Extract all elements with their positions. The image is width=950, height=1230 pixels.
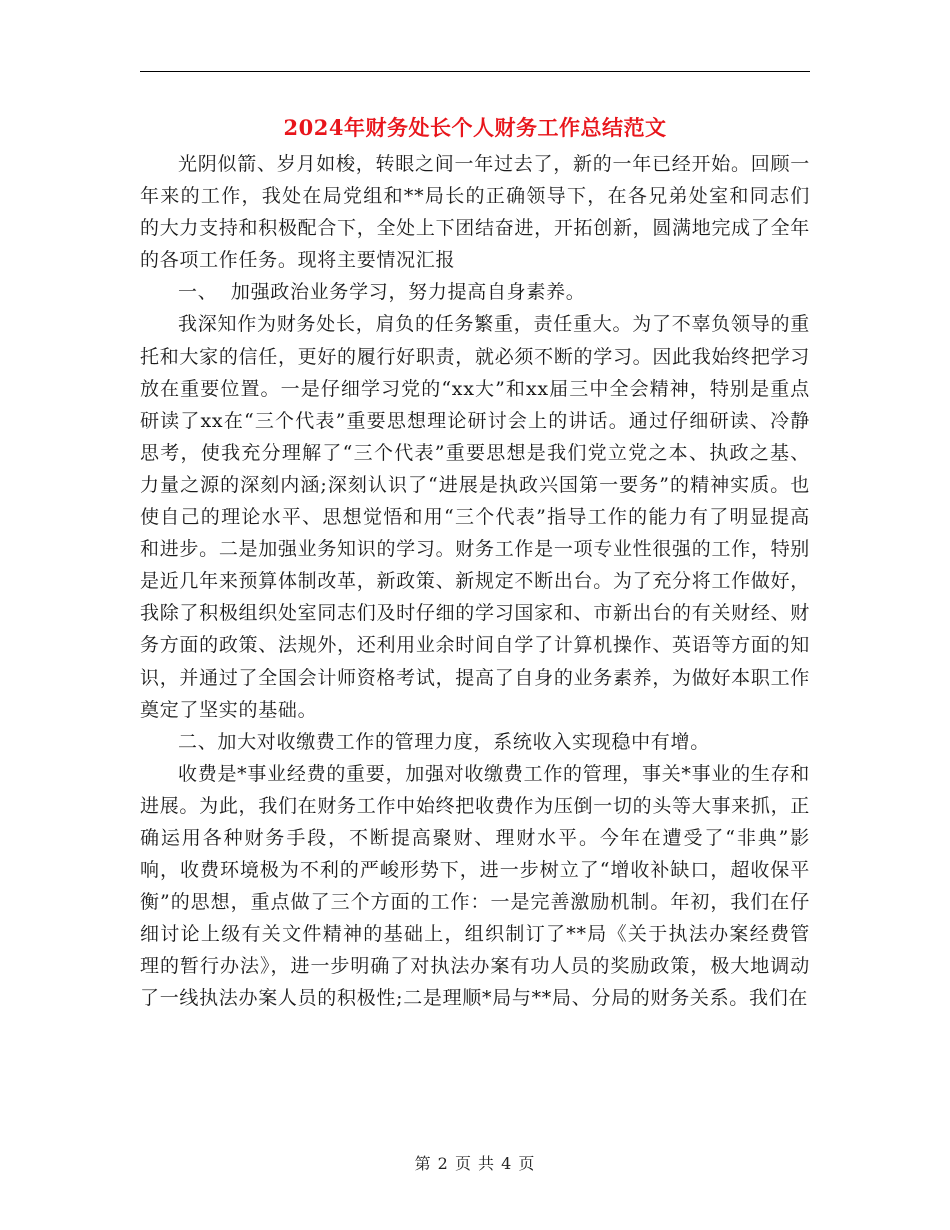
section-heading-1: 一、 加强政治业务学习，努力提高自身素养。 — [178, 281, 586, 304]
document-title: 2024年财务处长个人财务工作总结范文 — [283, 115, 667, 140]
header-rule — [140, 71, 810, 72]
section-heading-2: 二、加大对收缴费工作的管理力度，系统收入实现稳中有增。 — [178, 730, 710, 753]
document-body — [140, 148, 810, 1015]
paragraph-intro: 光阴似箭、岁月如梭，转眼之间一年过去了，新的一年已经开始。回顾一年来的工作，我处在局党组和**局长的正确领导下，在各兄弟处室和同志们的大力支持和积极配合下，全处上下团结奋进，开拓创新，圆满地完成了全年的各项工作任务。现将主要情况汇报 — [140, 153, 810, 272]
paragraph-section-2: 收费是*事业经费的重要，加强对收缴费工作的管理，事关*事业的生存和进展。为此，我们在财务工作中始终把收费作为压倒一切的头等大事来抓，正确运用各种财务手段，不断提高聚财、理财水平。今年在遭受了“非典”影响，收费环境极为不利的严峻形势下，进一步树立了“增收补缺口，超收保平衡”的思想，重点做了三个方面的工作：一是完善激励机制。年初，我们在仔细讨论上级有关文件精神的基础上，组织制订了**局《关于执法办案经费管理的暂行办法》，进一步明确了对执法办案有功人员的奖励政策，极大地调动了一线执法办案人员的积极性;二是理顺*局与**局、分局的财务关系。我们在 — [140, 762, 810, 1010]
paragraph-section-1: 我深知作为财务处长，肩负的任务繁重，责任重大。为了不辜负领导的重托和大家的信任，更好的履行好职责，就必须不断的学习。因此我始终把学习放在重要位置。一是仔细学习党的“xx大”和xx届三中全会精神，特别是重点研读了xx在“三个代表”重要思想理论研讨会上的讲话。通过仔细研读、冷静思考，使我充分理解了“三个代表”重要思想是我们党立党之本、执政之基、力量之源的深刻内涵;深刻认识了“进展是执政兴国第一要务”的精神实质。也使自己的理论水平、思想觉悟和用“三个代表”指导工作的能力有了明显提高和进步。二是加强业务知识的学习。财务工作是一项专业性很强的工作，特别是近几年来预算体制改革，新政策、新规定不断出台。为了充分将工作做好，我除了积极组织处室同志们及时仔细的学习国家和、市新出台的有关财经、财务方面的政策、法规外，还利用业余时间自学了计算机操作、英语等方面的知识，并通过了全国会计师资格考试，提高了自身的业务素养，为做好本职工作奠定了坚实的基础。 — [140, 313, 810, 721]
page-number-footer: 第 2 页 共 4 页 — [414, 1154, 536, 1173]
